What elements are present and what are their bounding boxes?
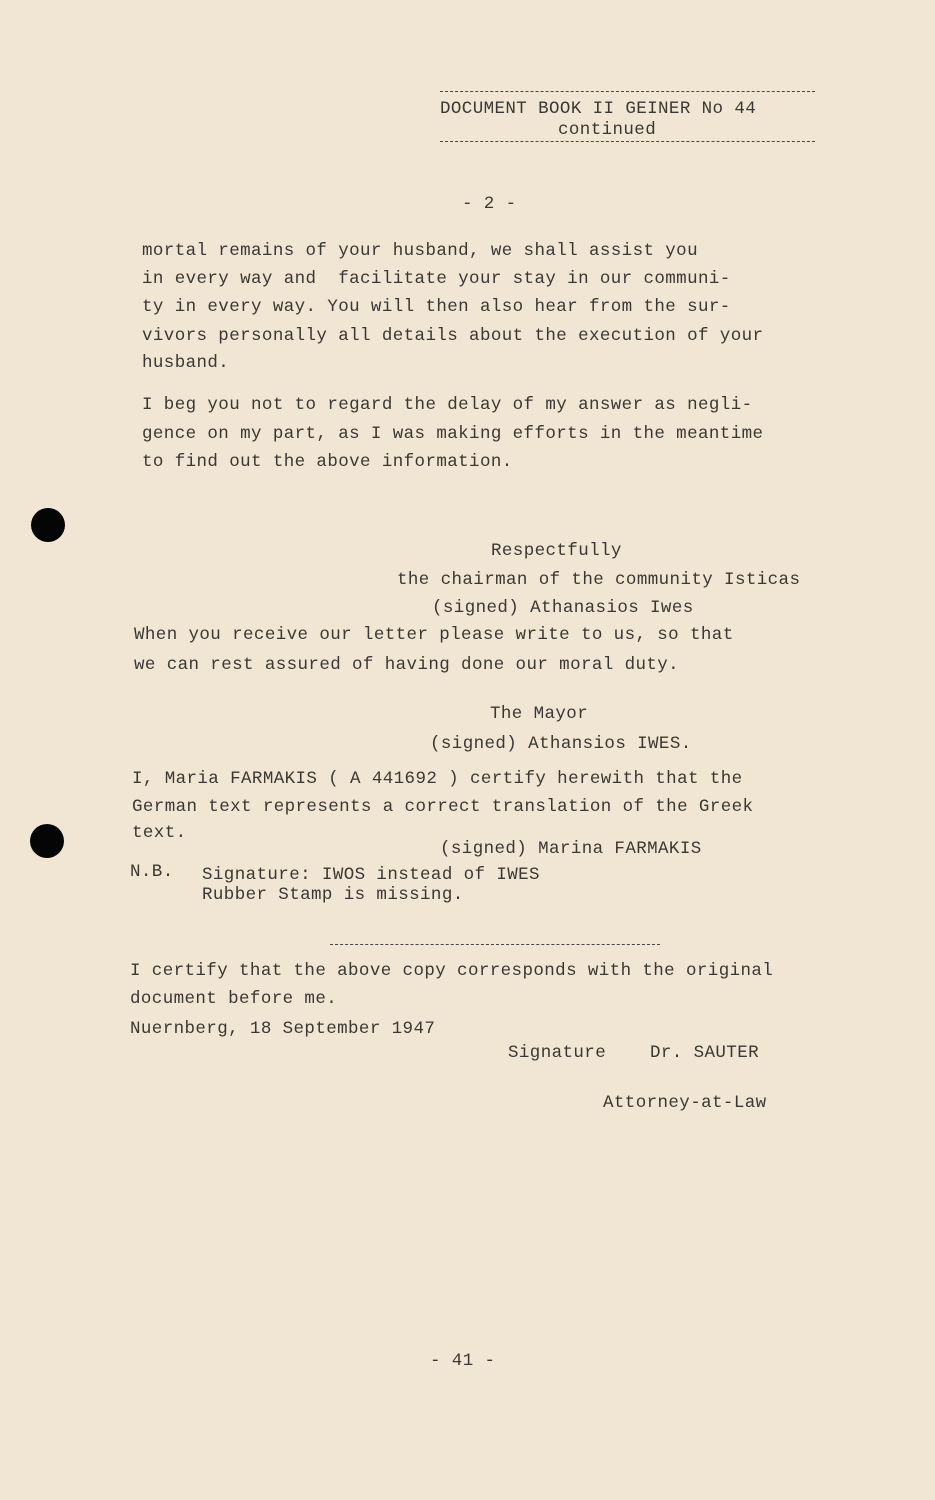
postscript-line: we can rest assured of having done our moral duty. bbox=[134, 655, 680, 675]
nota-bene-line: Signature: IWOS instead of IWES bbox=[202, 865, 540, 885]
place-date: Nuernberg, 18 September 1947 bbox=[130, 1019, 436, 1039]
signature-label: Signature bbox=[508, 1043, 607, 1063]
signer-title: Attorney-at-Law bbox=[603, 1093, 767, 1113]
text-line: gence on my part, as I was making efforts in the meantime bbox=[142, 424, 764, 444]
mayor-title: The Mayor bbox=[490, 704, 589, 724]
punch-hole-bottom bbox=[30, 824, 64, 858]
text-line: document before me. bbox=[130, 989, 338, 1009]
closing-salutation: Respectfully bbox=[491, 541, 622, 561]
page-marker: - 2 - bbox=[462, 194, 517, 214]
text-line: German text represents a correct translation of the Greek bbox=[132, 797, 754, 817]
punch-hole-top bbox=[31, 508, 65, 542]
signer-name: Dr. SAUTER bbox=[650, 1043, 760, 1063]
text-line: I beg you not to regard the delay of my answer as negli- bbox=[142, 395, 753, 415]
header-rule-bottom bbox=[440, 141, 815, 142]
document-header-subtitle: continued bbox=[558, 120, 657, 140]
sender-signature: (signed) Athanasios Iwes bbox=[432, 598, 694, 618]
nota-bene-line: Rubber Stamp is missing. bbox=[202, 885, 464, 905]
separator-rule bbox=[330, 944, 660, 945]
text-line: to find out the above information. bbox=[142, 452, 513, 472]
translator-signature: (signed) Marina FARMAKIS bbox=[440, 839, 702, 859]
page-number: - 41 - bbox=[430, 1351, 496, 1371]
text-line: vivors personally all details about the execution of your bbox=[142, 326, 764, 346]
text-line: mortal remains of your husband, we shall assist you bbox=[142, 241, 698, 261]
text-line: in every way and facilitate your stay in our communi- bbox=[142, 269, 731, 289]
text-line: I certify that the above copy corresponds with the original bbox=[130, 961, 774, 981]
sender-title: the chairman of the community Isticas bbox=[397, 570, 801, 590]
text-line: ty in every way. You will then also hear from the sur- bbox=[142, 297, 731, 317]
text-line: husband. bbox=[142, 353, 230, 373]
nota-bene-label: N.B. bbox=[130, 862, 174, 882]
text-line: text. bbox=[132, 823, 187, 843]
header-rule-top bbox=[440, 91, 815, 92]
text-line: I, Maria FARMAKIS ( A 441692 ) certify herewith that the bbox=[132, 769, 743, 789]
postscript-line: When you receive our letter please write to us, so that bbox=[134, 625, 734, 645]
document-header-title: DOCUMENT BOOK II GEINER No 44 bbox=[440, 99, 757, 119]
mayor-signature: (signed) Athansios IWES. bbox=[430, 734, 692, 754]
